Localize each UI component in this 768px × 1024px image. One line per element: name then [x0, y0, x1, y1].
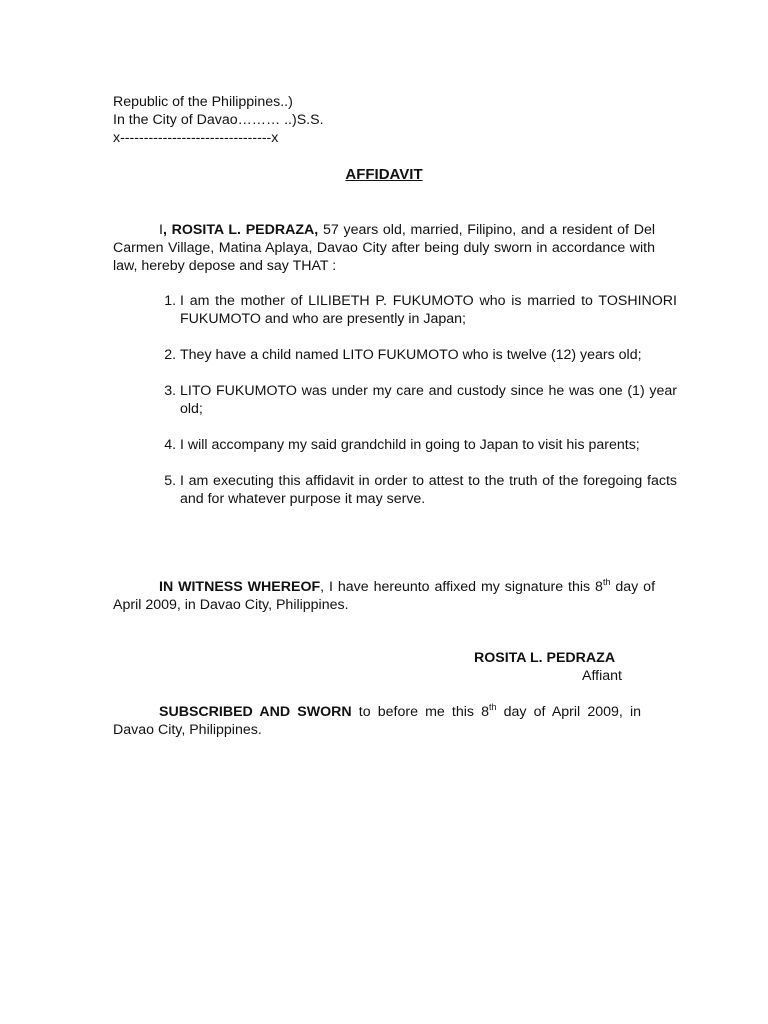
witness-text [113, 578, 655, 614]
witness-paragraph [113, 578, 655, 614]
jurat-paragraph [113, 703, 641, 739]
list-item: 3. LITO FUKUMOTO was under my care and custody since he was one (1) year old; [180, 382, 677, 418]
jurat-ordinal: th [489, 702, 497, 712]
list-item: 4. I will accompany my said grandchild in going to Japan to visit his parents; [180, 436, 677, 454]
affiant-name-inline: , ROSITA L. PEDRAZA, [162, 222, 319, 238]
intro-prefix: I [159, 222, 163, 238]
jurat-text [113, 703, 641, 739]
jurat-text-2: day of April 2009, in Davao City, Philippines. [113, 704, 642, 738]
list-item: 1. I am the mother of LILIBETH P. FUKUMOTO who is married to TOSHINORI FUKUMOTO and who are presently in Japan; [180, 292, 677, 328]
venue-country: Republic of the Philippines..) [113, 94, 293, 110]
venue-city: In the City of Davao……… ..)S.S. [113, 112, 324, 128]
signatory-name: ROSITA L. PEDRAZA [474, 650, 616, 666]
title-text: AFFIDAVIT [345, 166, 423, 183]
venue-separator: x--------------------------------x [113, 130, 279, 146]
list-item: 5. I am executing this affidavit in order to attest to the truth of the foregoing facts and for whatever purpose it may serve. [180, 472, 677, 508]
intro-text [113, 221, 655, 275]
witness-text-2: day of April 2009, in Davao City, Philippines. [113, 579, 656, 613]
list-item: 2. They have a child named LITO FUKUMOTO who is twelve (12) years old; [180, 346, 677, 364]
document-title [0, 166, 768, 184]
venue-header [113, 93, 324, 147]
witness-text-1: , I have hereunto affixed my signature this 8 [320, 579, 603, 595]
deposition-list [158, 292, 677, 526]
witness-ordinal: th [602, 577, 611, 587]
intro-rest: 57 years old, married, Filipino, and a resident of Del Carmen Village, Matina Aplaya, Davao City after being duly sworn in accordance with law, hereby depose and say THAT : [113, 222, 655, 274]
jurat-text-1: to before me this 8 [351, 704, 490, 720]
witness-heading: IN WITNESS WHEREOF [159, 579, 321, 595]
jurat-heading: SUBSCRIBED AND SWORN [159, 704, 352, 720]
intro-paragraph [113, 221, 655, 275]
signatory-role: Affiant [582, 668, 622, 684]
